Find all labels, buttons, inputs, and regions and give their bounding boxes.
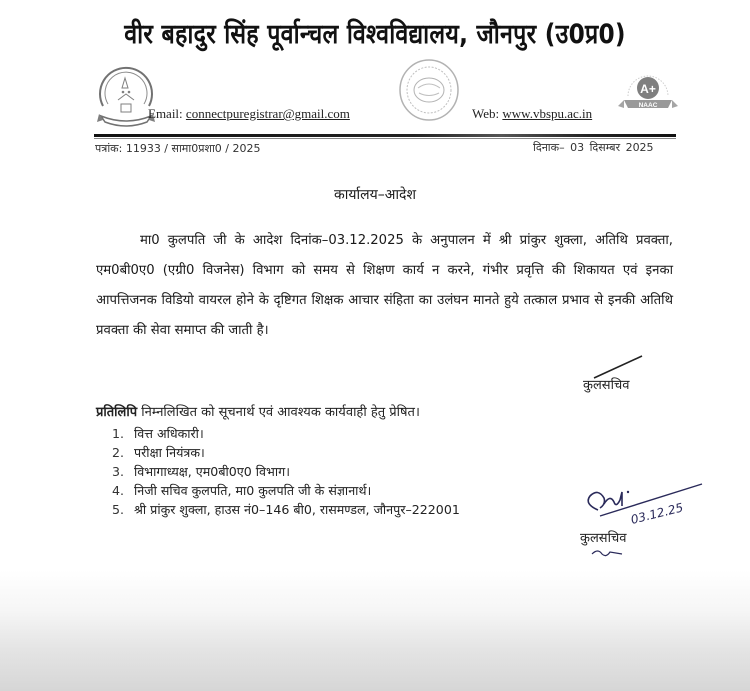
list-item: [112, 500, 460, 519]
website-link[interactable]: www.vbspu.ac.in: [502, 106, 593, 121]
list-item-text: श्री प्रांकुर शुक्ला, हाउस नं0–146 बी0, रासमण्डल, जौनपुर–222001: [134, 502, 460, 517]
email-label: Email:: [148, 106, 183, 121]
svg-text:A+: A+: [640, 82, 656, 96]
copy-to-text: निम्नलिखित को सूचनार्थ एवं आवश्यक कार्यवाही हेतु प्रेषित।: [141, 405, 420, 420]
letter-number: पत्रांक: 11933 / सामा0प्रशा0 / 2025: [95, 142, 261, 155]
list-item-number: 2.: [112, 445, 125, 460]
list-item-text: वित्त अधिकारी।: [134, 426, 204, 441]
list-item: [112, 424, 460, 443]
list-item-text: परीक्षा नियंत्रक।: [134, 445, 205, 460]
naac-badge-icon: [616, 62, 680, 122]
copy-to-heading: [96, 402, 420, 420]
list-item-number: 3.: [112, 464, 125, 479]
list-item-number: 5.: [112, 502, 125, 517]
order-body: मा0 कुलपति जी के आदेश दिनांक–03.12.2025 के अनुपालन में श्री प्रांकुर शुक्ला, अतिथि प्रवक्ता, एम0बी0ए0 (एग्री0 विजनेस) विभाग को समय से शिक्षण कार्य न करने, गंभीर प्रवृत्ति की शिकायत एवं इनका आपत्तिजनक विडियो वायरल होने के दृष्टिगत शिक्षक आचार संहिता का उलंघन मानते हुये तत्काल प्रभाव से इनकी अतिथि प्रवक्ता की सेवा समाप्त की जाती है।: [96, 233, 673, 338]
list-item: [112, 462, 460, 481]
letter-date: [533, 140, 654, 155]
signatory-title: कुलसचिव: [583, 378, 630, 393]
university-seal-icon: [398, 58, 460, 122]
email-contact: [148, 106, 350, 122]
list-item-number: 1.: [112, 426, 125, 441]
header-divider-thin: [94, 138, 676, 139]
list-item: [112, 481, 460, 500]
handwritten-signature-icon: [570, 474, 710, 530]
list-item: [112, 443, 460, 462]
svg-text:NAAC: NAAC: [638, 102, 658, 109]
signature-initials-icon: [588, 546, 628, 560]
order-heading: कार्यालय–आदेश: [334, 187, 416, 203]
signatory-title-copy: कुलसचिव: [580, 531, 627, 546]
copy-to-label: प्रतिलिपि: [96, 405, 138, 420]
list-item-text: निजी सचिव कुलपति, मा0 कुलपति जी के संज्ञानार्थ।: [134, 483, 372, 498]
header-divider-thick: [94, 134, 676, 137]
email-link[interactable]: connectpuregistrar@gmail.com: [185, 106, 350, 121]
list-item-number: 4.: [112, 483, 125, 498]
web-label: Web:: [472, 106, 500, 121]
website-contact: [472, 106, 592, 122]
copy-to-list: [112, 424, 460, 519]
list-item-text: विभागाध्यक्ष, एम0बी0ए0 विभाग।: [134, 464, 291, 479]
svg-text:03.12.25: 03.12.25: [629, 500, 685, 527]
university-name: वीर बहादुर सिंह पूर्वान्चल विश्वविद्यालय, जौनपुर (उ0प्र0): [124, 19, 626, 50]
date-label: दिनाक–: [533, 141, 565, 154]
date-value: 03 दिसम्बर 2025: [570, 141, 654, 154]
